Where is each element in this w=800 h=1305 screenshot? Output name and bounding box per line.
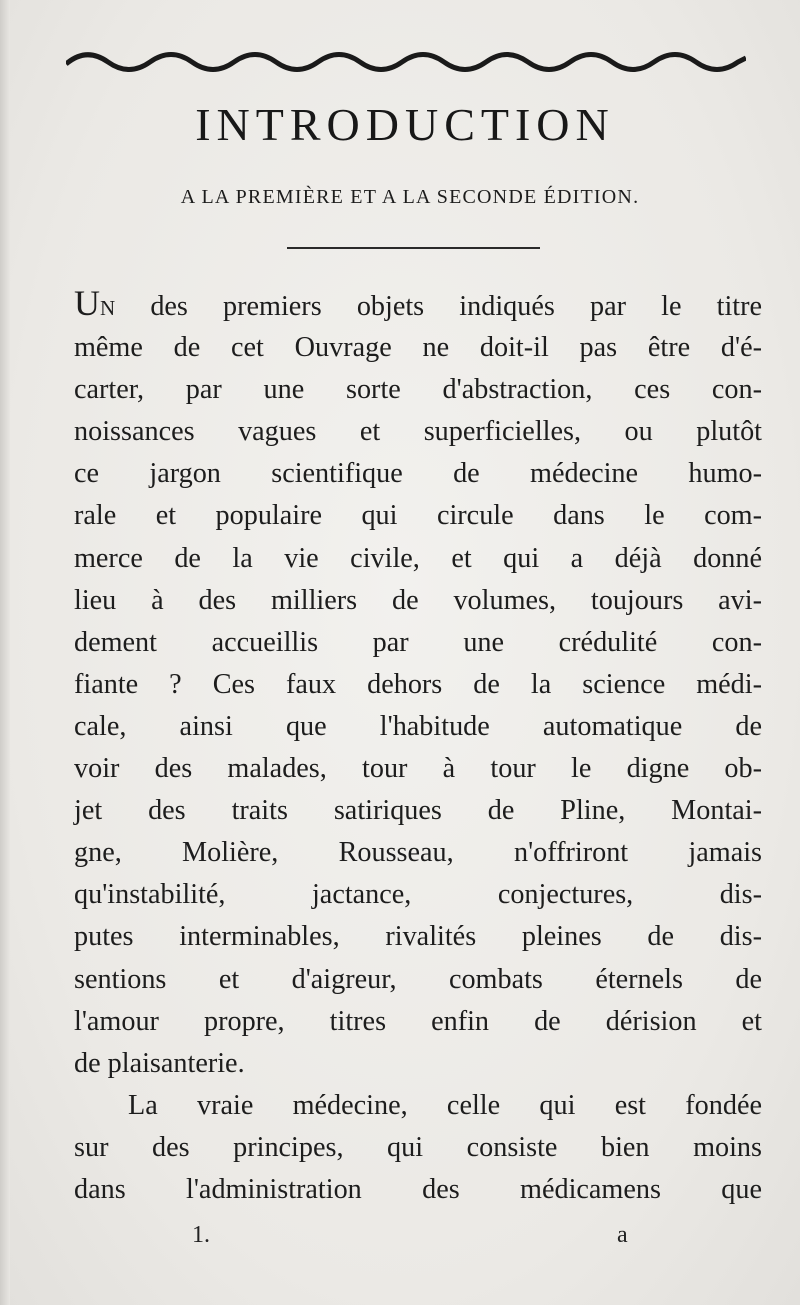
text-line: voir des malades, tour à tour le digne ob- xyxy=(74,753,762,785)
first-line-text: des premiers objets indiqués par le titre xyxy=(115,291,762,322)
text-line: même de cet Ouvrage ne doit-il pas être d'é- xyxy=(74,332,762,364)
text-line: cale, ainsi que l'habitude automatique de xyxy=(74,710,762,742)
text-line: La vraie médecine, celle qui est fondée xyxy=(128,1089,762,1121)
page-subtitle: A LA PREMIÈRE ET A LA SECONDE ÉDITION. xyxy=(180,186,640,208)
title-rule xyxy=(287,247,540,249)
text-line: l'amour propre, titres enfin de dérision et xyxy=(74,1005,762,1037)
text-line: dans l'administration des médicamens que xyxy=(74,1173,762,1205)
drop-capital: U xyxy=(74,283,100,323)
small-capital: N xyxy=(100,296,116,320)
page-edge xyxy=(0,0,10,1305)
text-line: carter, par une sorte d'abstraction, ces con- xyxy=(74,374,762,406)
text-line: de plaisanterie. xyxy=(74,1047,245,1079)
text-line xyxy=(74,285,762,327)
text-line: putes interminables, rivalités pleines de dis- xyxy=(74,921,762,953)
wave-ornament xyxy=(66,50,746,74)
text-line: fiante ? Ces faux dehors de la science médi- xyxy=(74,668,762,700)
text-line: lieu à des milliers de volumes, toujours avi- xyxy=(74,584,762,616)
text-line: ce jargon scientifique de médecine humo- xyxy=(74,458,762,490)
signature-number: 1. xyxy=(192,1222,210,1248)
text-line: sentions et d'aigreur, combats éternels de xyxy=(74,963,762,995)
text-line: merce de la vie civile, et qui a déjà donné xyxy=(74,542,762,574)
page-footer xyxy=(0,1222,800,1262)
text-line: dement accueillis par une crédulité con- xyxy=(74,626,762,658)
text-line: noissances vagues et superficielles, ou plutôt xyxy=(74,416,762,448)
text-line: gne, Molière, Rousseau, n'offriront jamais xyxy=(74,837,762,869)
body-text xyxy=(74,285,762,1211)
text-line: qu'instabilité, jactance, conjectures, dis- xyxy=(74,879,762,911)
signature-letter: a xyxy=(617,1222,628,1248)
page-title: INTRODUCTION xyxy=(195,99,615,150)
text-line: rale et populaire qui circule dans le com- xyxy=(74,500,762,532)
text-line: jet des traits satiriques de Pline, Montai- xyxy=(74,795,762,827)
text-line: sur des principes, qui consiste bien moins xyxy=(74,1131,762,1163)
